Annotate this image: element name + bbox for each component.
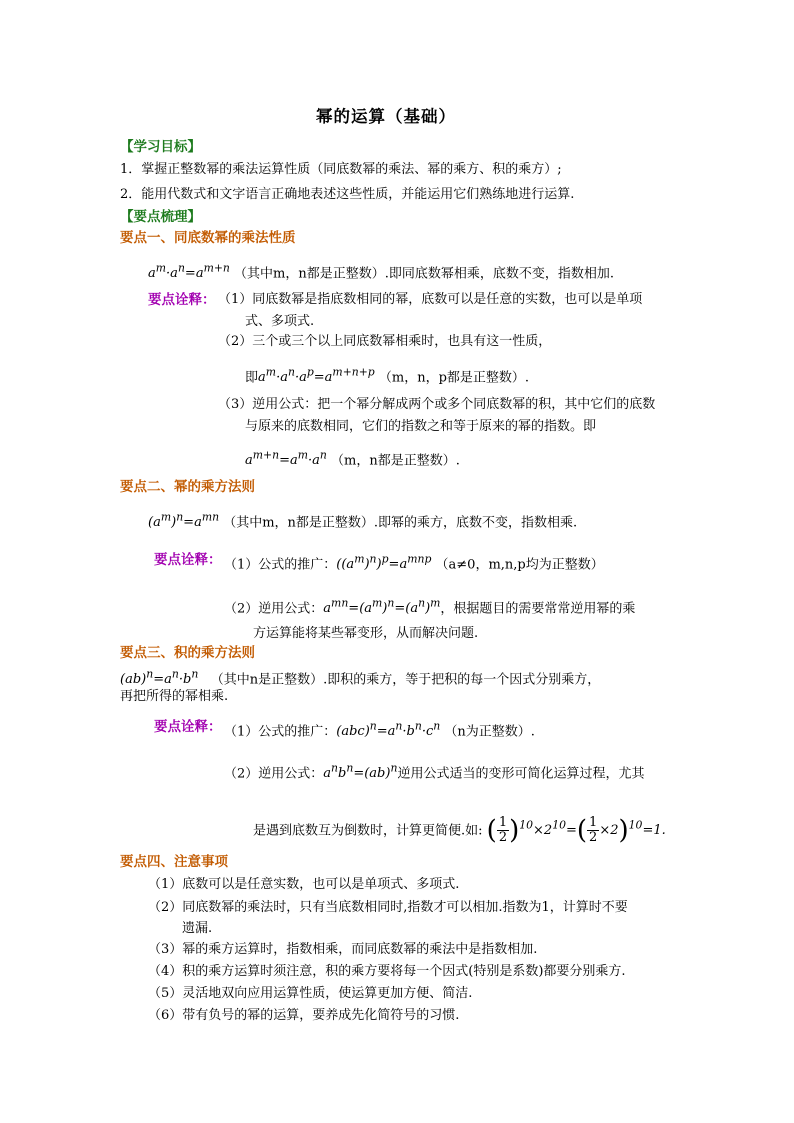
section-3-note-2: （2）逆用公式：$a^nb^n=(ab)^n$逆用公式适当的变形可简化运算过程，尤其 <box>224 762 645 782</box>
points-header: 【要点梳理】 <box>120 209 201 225</box>
formula-product-power-generalized: $(abc)^n=a^n\cdot b^n\cdot c^n$ <box>336 720 441 740</box>
section-1-formula-text: （其中m，n都是正整数）.即同底数幂相乘，底数不变，指数相加. <box>234 266 615 282</box>
section-1-note-1a: （1）同底数幂是指底数相同的幂，底数可以是任意的实数，也可以是单项 <box>218 292 643 307</box>
section-3-note-1: （1）公式的推广：$(abc)^n=a^n\cdot b^n\cdot c^n$ （n为正整数）. <box>224 720 535 740</box>
goal-item-1: 1．掌握正整数幂的乘法运算性质（同底数幂的乘法、幂的乘方、积的乘方）; <box>120 162 562 177</box>
section-3-note-label: 要点诠释： <box>154 719 222 735</box>
goals-header: 【学习目标】 <box>120 139 201 155</box>
note-item-2-continued: 遗漏. <box>182 921 213 936</box>
note-item-3: （3）幂的乘方运算时，指数相乘，而同底数幂的乘法中是指数相加. <box>148 942 538 957</box>
section-1-formula-line <box>148 260 614 283</box>
formula-power-rule: $(a^m)^n=a^{mn}$ <box>148 511 220 531</box>
formula-power-inverse: $a^{mn}=(a^m)^n=(a^n)^m$ <box>323 597 441 617</box>
section-3-formula-line: $(ab)^n=a^n\cdot b^n$ （其中n是正整数）.即积的乘方，等于把积的每一个因式分别乘方， <box>120 668 601 688</box>
section-2-heading: 要点二、幂的乘方法则 <box>120 479 255 495</box>
formula-inverse-product: $a^{m+n}=a^m\cdot a^n$ <box>245 449 327 469</box>
section-3-formula-text-2: 再把所得的幂相乘. <box>120 689 229 704</box>
section-1-note-3a: （3）逆用公式：把一个幂分解成两个或多个同底数幂的积，其中它们的底数 <box>218 397 656 412</box>
section-1-note-3b: 与原来的底数相同，它们的指数之和等于原来的幂的指数。即 <box>245 419 597 434</box>
goal-item-2: 2．能用代数式和文字语言正确地表述这些性质，并能运用它们熟练地进行运算. <box>120 187 575 202</box>
section-1-note-3c: $a^{m+n}=a^m\cdot a^n$ （m，n都是正整数）. <box>245 449 460 469</box>
section-2-note-label: 要点诠释： <box>154 552 222 568</box>
note-item-5: （5）灵活地双向应用运算性质，使运算更加方便、简洁. <box>148 986 473 1001</box>
section-2-note-1: （1）公式的推广：$((a^m)^n)^p=a^{mnp}$ （a≠0，m,n,p均为正整数） <box>224 553 604 573</box>
note-item-2: （2）同底数幂的乘法时，只有当底数相同时,指数才可以相加.指数为1，计算时不要 <box>148 900 628 915</box>
section-2-formula-line: $(a^m)^n=a^{mn}$ （其中m，n都是正整数）.即幂的乘方，底数不变，指数相乘. <box>148 511 578 531</box>
note-item-4: （4）积的乘方运算时须注意，积的乘方要将每一个因式(特别是系数)都要分别乘方. <box>148 964 626 979</box>
section-1-note-label: 要点诠释： <box>148 292 216 308</box>
section-2-note-2b: 方运算能将某些幂变形，从而解决问题. <box>253 626 479 641</box>
section-1-heading: 要点一、同底数幂的乘法性质 <box>120 230 296 246</box>
formula-reciprocal-example: ( $\frac{1}{2}$ )$^{10}\times 2^{10}=$( $\frac{1}{2}$ ×2)$^{10}$=1. <box>486 815 666 846</box>
section-1-note-1b: 式、多项式. <box>245 314 315 329</box>
formula-power-generalized: $((a^m)^n)^p=a^{mnp}$ <box>336 553 432 573</box>
formula-product-rule: $a^m\cdot a^n=a^{m+n}$ <box>148 262 230 282</box>
section-3-note-2b: 是遇到底数互为倒数时，计算更简便.如: ( $\frac{1}{2}$ )$^{10}\times 2^{10}=$( $\frac{1}{2}$ ×2)$^{10}$=1. <box>253 815 666 846</box>
formula-product-power: $(ab)^n=a^n\cdot b^n$ <box>120 668 199 688</box>
formula-product-power-inverse: $a^nb^n=(ab)^n$ <box>323 762 398 782</box>
formula-triple-product: $a^m\cdot a^n\cdot a^p=a^{m+n+p}$ <box>258 366 375 386</box>
section-3-heading: 要点三、积的乘方法则 <box>120 645 255 661</box>
note-item-1: （1）底数可以是任意实数，也可以是单项式、多项式. <box>148 877 460 892</box>
page-title: 幂的运算（基础） <box>316 107 456 126</box>
section-4-heading: 要点四、注意事项 <box>120 854 228 870</box>
section-1-note-2b: 即$a^m\cdot a^n\cdot a^p=a^{m+n+p}$ （m，n，p都是正整数）. <box>245 366 530 386</box>
section-1-note-2: （2）三个或三个以上同底数幂相乘时，也具有这一性质， <box>218 334 552 349</box>
note-item-6: （6）带有负号的幂的运算，要养成先化简符号的习惯. <box>148 1008 460 1023</box>
section-2-note-2: （2）逆用公式：$a^{mn}=(a^m)^n=(a^n)^m$，根据题目的需要常常逆用幂的乘 <box>224 597 636 617</box>
